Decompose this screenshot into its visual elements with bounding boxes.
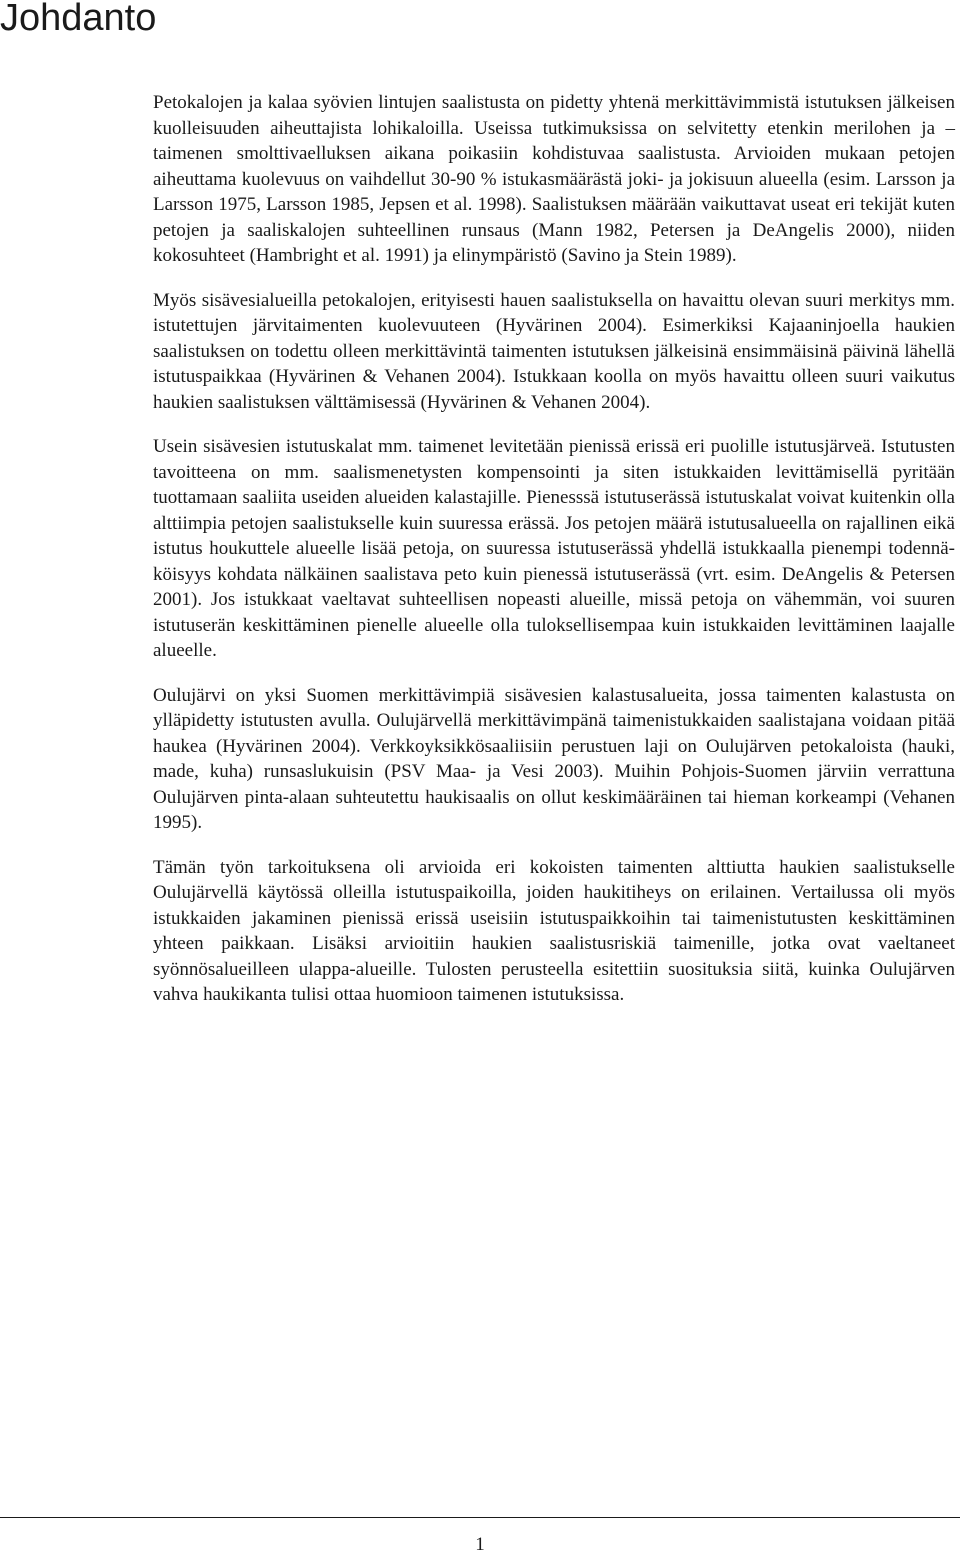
- paragraph-4: Oulujärvi on yksi Suomen merkittävimpiä sisävesien kalastusalueita, jossa taimenten kalastusta on ylläpidetty istutusten avulla. Oulujärvellä merkittävimpänä taimenistukkaiden saalistajana voidaan pitää haukea (Hyvärinen 2004). Verkkoyksikkösaaliisiin perustuen laji on Oulujärven petokaloista (hauki, made, kuha) runsaslukuisin (PSV Maa- ja Vesi 2003). Muihin Pohjois-Suomen järviin verrattuna Oulujärven pinta-alaan suhteutettu haukisaalis on ollut keskimääräinen tai hieman korkeampi (Vehanen 1995).: [153, 684, 955, 833]
- body-text: [153, 90, 955, 1008]
- paragraph-2: Myös sisävesialueilla petokalojen, erityisesti hauen saalistuksella on havaittu olevan suuri merkitys mm. istutettujen järvitaimenten kuolevuuteen (Hyvärinen 2004). Esimerkiksi Kajaaninjoella haukien saalistuksen on todettu olleen merkittävintä taimenten istutuksen jälkeisinä ensimmäisinä päivinä lähellä istutuspaikkaa (Hyvärinen & Vehanen 2004). Istukkaan koolla on myös havaittu olleen suuri vaikutus haukien saalistuksen välttämisessä (Hyvärinen & Vehanen 2004).: [153, 289, 955, 413]
- footer-divider: [0, 1517, 960, 1518]
- paragraph-3: Usein sisävesien istutuskalat mm. taimenet levitetään pienissä erissä eri puolille istutusjärveä. Istutusten tavoitteena on mm. saalismenetysten kompensointi ja siten istukkaiden levittämisellä pyritään tuottamaan saaliita useiden alueiden kalastajille. Pienesssä istutuserässä istutuskalat voivat kuitenkin olla alttiimpia petojen saalistukselle kuin suuressa erässä. Jos petojen määrä istutusalueella on rajallinen eikä istutus houkuttele alueelle lisää petoja, on suuressa istutuserässä yhdellä istukkaalla pienempi todennäköisyys kohdata nälkäinen saalistava peto kuin pienessä istutuserässä (vrt. esim. DeAngelis & Petersen 2001). Jos istukkaat vaeltavat suhteellisen nopeasti alueille, missä petoja on vähemmän, voi suuren istutuserän keskittäminen pienelle alueelle olla tuloksellisempaa kuin istukkaiden levittäminen laajalle alueelle.: [153, 436, 955, 661]
- paragraph-1: Petokalojen ja kalaa syövien lintujen saalistusta on pidetty yhtenä merkittävimmistä istutuksen jälkeisen kuolleisuuden aiheuttajista lohikaloilla. Useissa tutkimuksissa on selvitetty etenkin merilohen ja –taimenen smolttivaelluksen aikana poikasiin kohdistuvaa saalistusta. Arvioiden mukaan petojen aiheuttama kuolevuus on vaihdellut 30-90 % istukasmäärästä joki- ja jokisuun alueella (esim. Larsson ja Larsson 1975, Larsson 1985, Jepsen et al. 1998). Saalistuksen määrään vaikuttavat useat eri tekijät kuten petojen ja saaliskalojen suhteellinen runsaus (Mann 1982, Petersen ja DeAngelis 2000), niiden kokosuhteet (Hambright et al. 1991) ja elinympäristö (Savino ja Stein 1989).: [153, 92, 955, 266]
- paragraph-5: Tämän työn tarkoituksena oli arvioida eri kokoisten taimenten alttiutta haukien saalistukselle Oulujärvellä käytössä olleilla istutuspaikoilla, joiden haukitiheys on erilainen. Vertailussa oli myös istukkaiden jakaminen pienissä erissä useisiin istutuspaikkoihin tai taimenistutusten keskittäminen yhteen paikkaan. Lisäksi arvioitiin haukien saalistusriskiä taimenille, jotka ovat vaeltaneet syönnösalueilleen ulappa-alueille. Tulosten perusteella esitettiin suosituksia siitä, kuinka Oulujärven vahva haukikanta tulisi ottaa huomioon taimenen istutuksissa.: [153, 856, 955, 1005]
- page-number: 1: [475, 1534, 485, 1555]
- page-title: Johdanto: [0, 0, 157, 39]
